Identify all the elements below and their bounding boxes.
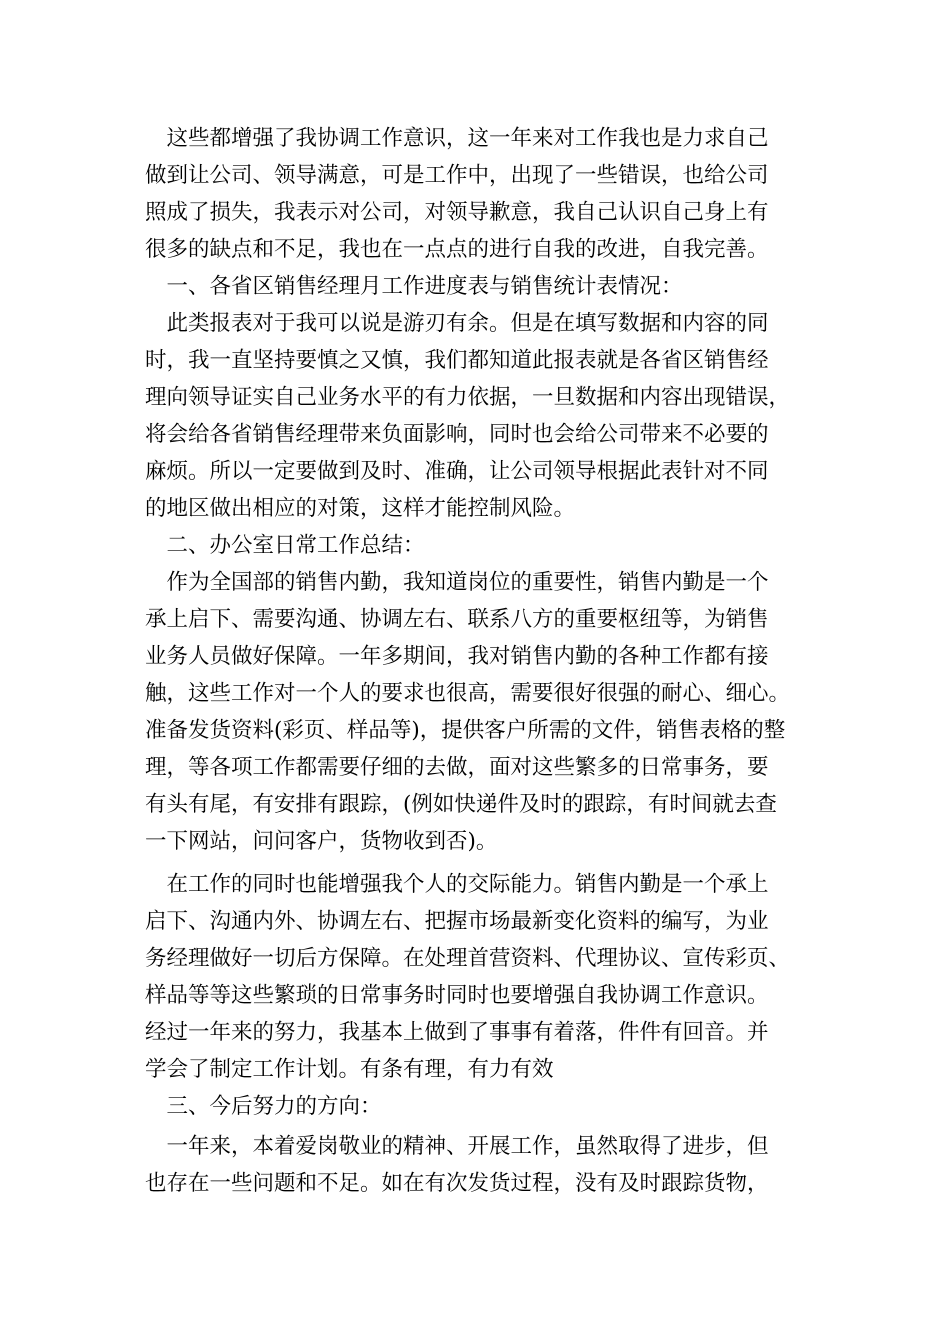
text-line: 启下、沟通内外、协调左右、把握市场最新变化资料的编写，为业 bbox=[145, 909, 769, 934]
document-body bbox=[145, 120, 830, 1202]
text-line: 触，这些工作对一个人的要求也很高，需要很好很强的耐心、细心。 bbox=[145, 681, 791, 706]
text-line: 理向领导证实自己业务水平的有力依据，一旦数据和内容出现错误， bbox=[145, 385, 791, 410]
section-heading: 二、办公室日常工作总结： bbox=[145, 533, 425, 558]
text-line: 业务人员做好保障。一年多期间，我对销售内勤的各种工作都有接 bbox=[145, 644, 769, 669]
text-line: 的地区做出相应的对策，这样才能控制风险。 bbox=[145, 496, 576, 521]
text-line: 承上启下、需要沟通、协调左右、联系八方的重要枢纽等，为销售 bbox=[145, 607, 769, 632]
text-line: 这些都增强了我协调工作意识，这一年来对工作我也是力求自己 bbox=[145, 126, 769, 151]
section-heading: 一、各省区销售经理月工作进度表与销售统计表情况： bbox=[145, 274, 683, 299]
text-line: 一年来，本着爱岗敬业的精神、开展工作，虽然取得了进步，但 bbox=[145, 1134, 769, 1159]
section-heading: 三、今后努力的方向： bbox=[145, 1094, 382, 1119]
text-line: 准备发货资料(彩页、样品等)，提供客户所需的文件，销售表格的整 bbox=[145, 718, 786, 743]
text-line: 照成了损失，我表示对公司，对领导歉意，我自己认识自己身上有 bbox=[145, 200, 769, 225]
text-line: 有头有尾，有安排有跟踪，(例如快递件及时的跟踪，有时间就去查 bbox=[145, 792, 777, 817]
text-line: 在工作的同时也能增强我个人的交际能力。销售内勤是一个承上 bbox=[145, 872, 769, 897]
text-line: 学会了制定工作计划。有条有理，有力有效 bbox=[145, 1057, 554, 1082]
text-line: 务经理做好一切后方保障。在处理首营资料、代理协议、宣传彩页、 bbox=[145, 946, 791, 971]
text-line: 时，我一直坚持要慎之又慎，我们都知道此报表就是各省区销售经 bbox=[145, 348, 769, 373]
text-line: 也存在一些问题和不足。如在有次发货过程，没有及时跟踪货物， bbox=[145, 1171, 769, 1196]
text-line: 将会给各省销售经理带来负面影响，同时也会给公司带来不必要的 bbox=[145, 422, 769, 447]
text-line: 理，等各项工作都需要仔细的去做，面对这些繁多的日常事务，要 bbox=[145, 755, 769, 780]
text-line: 经过一年来的努力，我基本上做到了事事有着落，件件有回音。并 bbox=[145, 1020, 769, 1045]
text-line: 作为全国部的销售内勤，我知道岗位的重要性，销售内勤是一个 bbox=[145, 570, 769, 595]
text-line: 一下网站，问问客户，货物收到否)。 bbox=[145, 829, 498, 854]
text-line: 样品等等这些繁琐的日常事务时同时也要增强自我协调工作意识。 bbox=[145, 983, 769, 1008]
text-line: 麻烦。所以一定要做到及时、准确，让公司领导根据此表针对不同 bbox=[145, 459, 769, 484]
text-line: 做到让公司、领导满意，可是工作中，出现了一些错误，也给公司 bbox=[145, 163, 769, 188]
text-line: 此类报表对于我可以说是游刃有余。但是在填写数据和内容的同 bbox=[145, 311, 769, 336]
text-line: 很多的缺点和不足，我也在一点点的进行自我的改进，自我完善。 bbox=[145, 237, 769, 262]
